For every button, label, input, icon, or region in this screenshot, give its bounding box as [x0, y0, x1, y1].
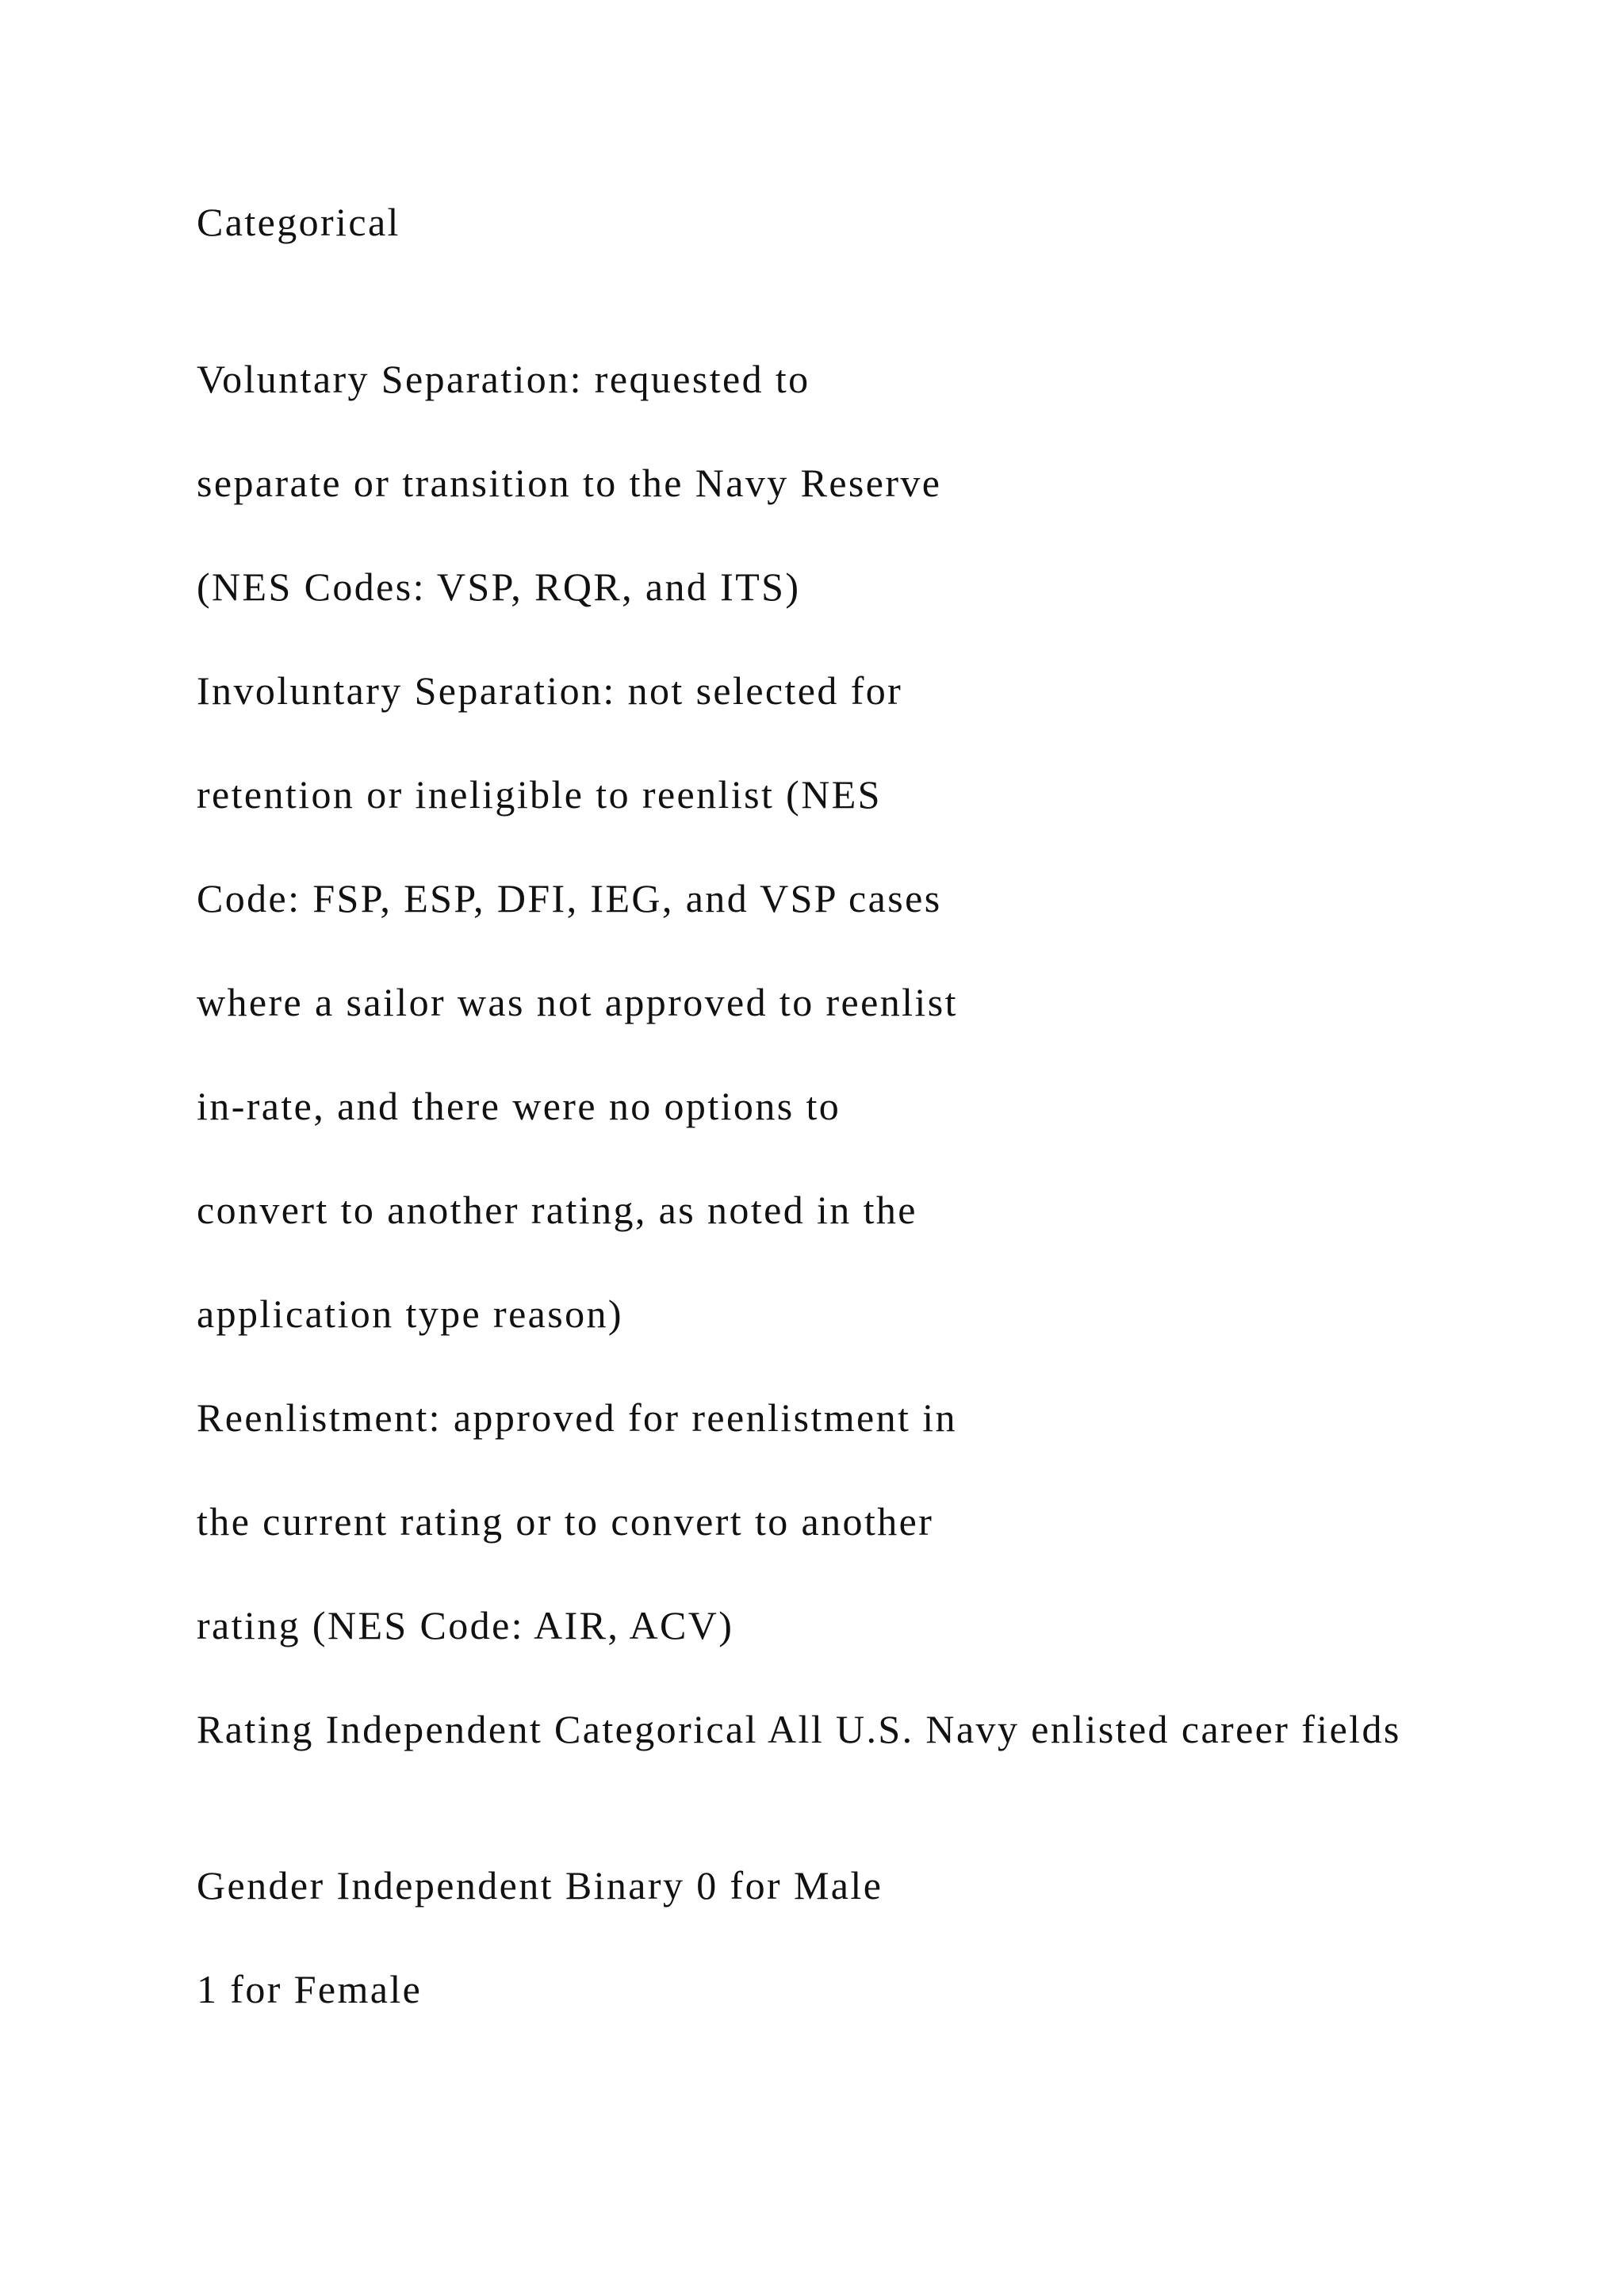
text-line-involuntary-cont-5: application type reason)	[197, 1292, 623, 1336]
text-line-reenlistment-cont: the current rating or to convert to another	[197, 1499, 934, 1544]
text-line-categorical: Categorical	[197, 200, 400, 244]
text-line-involuntary-cont-4: convert to another rating, as noted in the	[197, 1188, 917, 1232]
text-line-involuntary-cont-3: in-rate, and there were no options to	[197, 1084, 841, 1128]
text-line-voluntary-separation-cont: separate or transition to the Navy Reserve	[197, 461, 942, 505]
text-line-voluntary-separation: Voluntary Separation: requested to	[197, 357, 810, 401]
text-line-rating: Rating Independent Categorical All U.S. Navy enlisted career fields	[197, 1707, 1401, 1751]
text-line-reenlistment: Reenlistment: approved for reenlistment in	[197, 1395, 957, 1440]
text-line-involuntary-cont-1: retention or ineligible to reenlist (NES	[197, 772, 882, 817]
text-line-involuntary-codes: Code: FSP, ESP, DFI, IEG, and VSP cases	[197, 876, 942, 920]
text-line-gender: Gender Independent Binary 0 for Male	[197, 1863, 883, 1908]
text-line-reenlistment-codes: rating (NES Code: AIR, ACV)	[197, 1603, 734, 1647]
text-line-female: 1 for Female	[197, 1967, 423, 2011]
text-line-involuntary-cont-2: where a sailor was not approved to reenlist	[197, 980, 958, 1024]
text-line-voluntary-nes-codes: (NES Codes: VSP, RQR, and ITS)	[197, 564, 801, 609]
text-line-involuntary-separation: Involuntary Separation: not selected for	[197, 668, 903, 713]
